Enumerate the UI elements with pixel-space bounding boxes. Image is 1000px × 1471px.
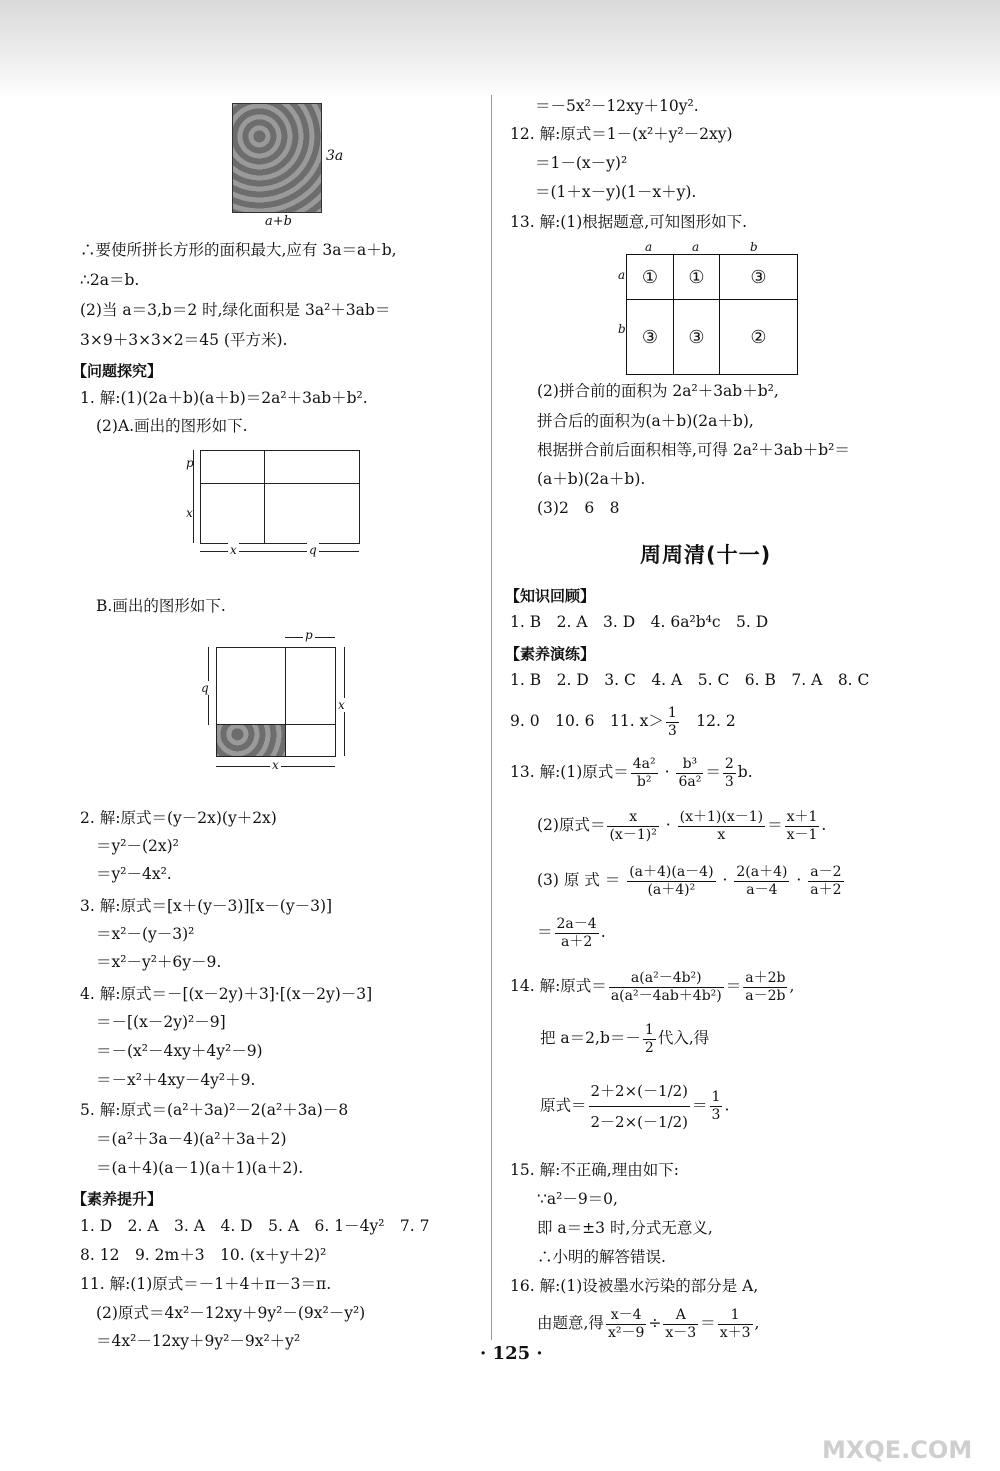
figure-rect-shaded [232, 103, 322, 213]
text-line: ＝(1＋x－y)(1－x＋y). [535, 183, 697, 201]
text-line: ∵a²－9＝0, [537, 1190, 618, 1208]
fig-label-x: x [272, 758, 279, 772]
formula-text: (3) 原 式 ＝ [537, 871, 621, 889]
numerator: 4a² [632, 755, 656, 772]
denominator: a－2b [745, 987, 786, 1004]
text-line: ∴要使所拼长方形的面积最大,应有 3a＝a＋b, [80, 241, 397, 259]
operator: ＝ [537, 923, 553, 941]
fraction [710, 1089, 723, 1124]
grid-left-label: a [618, 268, 626, 282]
text-line: ＝4x²－12xy＋9y²－9x²＋y² [96, 1332, 301, 1350]
answer-line: 1. B 2. D 3. C 4. A 5. C 6. B 7. A 8. C [510, 671, 870, 689]
fig-label-p: p [186, 456, 194, 470]
formula-text: 13. 解:(1)原式＝ [510, 763, 629, 781]
page-number-value: 125 [492, 1343, 531, 1364]
fraction [663, 1307, 698, 1342]
text-line: 4. 解:原式＝－[(x－2y)＋3]·[(x－2y)－3] [80, 985, 373, 1003]
text-line: 16. 解:(1)设被墨水污染的部分是 A, [510, 1277, 759, 1295]
grid-cell: ① [626, 254, 674, 300]
operator: ＝ [767, 816, 783, 834]
numerator: 1 [644, 1021, 654, 1038]
figure-a-rect [200, 450, 360, 544]
text-line: ＝y²－(2x)² [96, 837, 179, 855]
formula-text: 14. 解:原式＝ [510, 977, 607, 995]
denominator: a－4 [746, 881, 778, 898]
text-line: ＝－(x²－4xy＋4y²－9) [96, 1042, 263, 1060]
text-line: ＝x²－(y－3)² [96, 925, 195, 943]
numerator: 1 [718, 1307, 753, 1325]
text-line: ∴小明的解答错误. [537, 1248, 666, 1266]
formula-line [537, 860, 846, 900]
denominator: 2 [644, 1039, 654, 1056]
operator: · [665, 816, 671, 834]
operator: · [664, 763, 670, 781]
fraction [666, 705, 679, 740]
numerator: x－4 [606, 1307, 646, 1325]
fraction [785, 809, 820, 844]
grid-top-label: a [692, 240, 700, 254]
text-line: 根据拼合前后面积相等,可得 2a²＋3ab＋b²＝ [537, 441, 850, 459]
numerator: b³ [676, 756, 703, 774]
fraction [589, 1076, 691, 1137]
formula-text: (2)原式＝ [537, 816, 606, 834]
operator: ＝ [692, 1096, 708, 1115]
formula-text: 把 a＝2,b＝－ [540, 1029, 641, 1047]
watermark: MXQE.COM [822, 1436, 973, 1464]
figure-b-vline [285, 647, 286, 756]
section-heading: 【问题探究】 [72, 362, 163, 380]
formula-text: , [789, 977, 795, 995]
fig-label-x: x [230, 543, 237, 557]
fraction [676, 756, 703, 791]
dim-line-bottom [200, 551, 359, 552]
section-heading: 【素养提升】 [72, 1190, 163, 1208]
formula-text: . [821, 816, 827, 834]
fraction [607, 809, 658, 844]
text-line: (2)A.画出的图形如下. [96, 417, 248, 435]
grid-top-label: b [750, 240, 758, 254]
answer-suffix: 12. 2 [696, 712, 736, 730]
formula-text: . [724, 1096, 730, 1115]
section-title: 周周清(十一) [640, 543, 772, 567]
text-line: 15. 解:不正确,理由如下: [510, 1161, 679, 1179]
denominator: x²－9 [607, 1324, 645, 1341]
denominator: x－3 [665, 1324, 697, 1341]
numerator: 2a－4 [556, 915, 597, 932]
grid-cell: ② [719, 299, 798, 375]
text-line: (a＋b)(2a＋b). [537, 470, 646, 488]
text-line: ＝1－(x－y)² [535, 154, 628, 172]
text-line: ＝－x²＋4xy－4y²＋9. [96, 1071, 256, 1089]
formula-line [540, 1018, 709, 1058]
numerator: 1 [667, 704, 677, 721]
text-line: (3)2 6 8 [537, 499, 620, 517]
formula-text: 原式＝ [540, 1096, 587, 1115]
section-heading: 【素养演练】 [505, 645, 596, 663]
figure-a-hline [200, 483, 359, 484]
answer-prefix: 9. 0 10. 6 11. x＞ [510, 712, 664, 730]
fig-label-x: x [338, 698, 345, 712]
denominator: 2－2×(－1/2) [590, 1113, 689, 1131]
denominator: x＋3 [719, 1324, 751, 1341]
formula-line [537, 1303, 759, 1343]
denominator: 3 [667, 722, 677, 739]
denominator: 6a² [678, 773, 702, 790]
grid-cell: ③ [626, 299, 674, 375]
scan-top-band [0, 0, 1000, 100]
fraction [627, 864, 715, 899]
text-line: 3×9＋3×3×2＝45 (平方米). [80, 331, 288, 349]
formula-text: . [600, 923, 606, 941]
fraction [643, 1022, 656, 1057]
formula-text: 由题意,得 [537, 1314, 604, 1332]
formula-line [537, 912, 606, 952]
grid-cell: ③ [719, 254, 798, 300]
fig-label-3a: 3a [326, 148, 344, 164]
fraction [743, 970, 787, 1005]
fig-label-q: q [309, 543, 317, 557]
text-line: ＝(a＋4)(a－1)(a＋1)(a＋2). [96, 1159, 304, 1177]
denominator: x－1 [786, 826, 818, 843]
answer-line: 1. D 2. A 3. A 4. D 5. A 6. 1－4y² 7. 7 [80, 1217, 430, 1235]
text-line: 2. 解:原式＝(y－2x)(y＋2x) [80, 809, 277, 827]
operator: · [722, 871, 728, 889]
fig-label-a-plus-b: a+b [265, 214, 292, 229]
denominator: 3 [711, 1107, 721, 1123]
fraction [678, 809, 765, 844]
grid-cell: ③ [673, 299, 720, 375]
fraction [555, 916, 599, 951]
text-line: ＝－[(x－2y)²－9] [96, 1013, 226, 1031]
numerator: A [663, 1307, 698, 1325]
text-line: 3. 解:原式＝[x＋(y－3)][x－(y－3)] [80, 897, 333, 915]
text-line: (2)拼合前的面积为 2a²＋3ab＋b², [537, 382, 779, 400]
grid-top-label: a [645, 240, 653, 254]
fraction [609, 970, 724, 1005]
numerator: (a＋4)(a－4) [629, 863, 714, 880]
answer-line: 8. 12 9. 2m＋3 10. (x＋y＋2)² [80, 1246, 327, 1264]
numerator: x [607, 809, 658, 827]
denominator: 3 [724, 773, 734, 790]
numerator: 2＋2×(－1/2) [589, 1076, 691, 1107]
operator: ＝ [705, 763, 721, 781]
denominator: (a＋4)² [647, 881, 696, 898]
text-line: (2)原式＝4x²－12xy＋9y²－(9x²－y²) [96, 1304, 366, 1322]
operator: · [796, 871, 802, 889]
formula-line [510, 966, 794, 1006]
numerator: x＋1 [786, 808, 818, 825]
section-heading: 【知识回顾】 [505, 587, 596, 605]
formula-text: , [754, 1314, 760, 1332]
text-line: ＝(a²＋3a－4)(a²＋3a＋2) [96, 1130, 287, 1148]
operator: ＝ [725, 977, 742, 995]
denominator: (x－1)² [609, 826, 657, 843]
text-line: ＝－5x²－12xy＋10y². [535, 97, 699, 115]
grid-cell: ① [673, 254, 720, 300]
fraction [606, 1307, 646, 1342]
formula-text: 代入,得 [657, 1029, 710, 1047]
text-line: 11. 解:(1)原式＝－1＋4＋π－3＝π. [80, 1275, 332, 1293]
figure-a-vline [264, 450, 265, 543]
fig-label-q: q [201, 681, 209, 695]
text-line: 5. 解:原式＝(a²＋3a)²－2(a²＋3a)－8 [80, 1101, 349, 1119]
fraction [718, 1307, 753, 1342]
grid-left-label: b [618, 322, 626, 336]
text-line: 12. 解:原式＝1－(x²＋y²－2xy) [510, 125, 733, 143]
fig-label-p: p [305, 628, 313, 642]
formula-text: b. [737, 763, 753, 781]
fig-label-x: x [186, 506, 193, 520]
operator: ＝ [700, 1314, 716, 1332]
answer-line: 1. B 2. A 3. D 4. 6a²b⁴c 5. D [510, 613, 769, 631]
denominator: a(a²－4ab＋4b²) [610, 987, 722, 1004]
text-line: (2)当 a＝3,b＝2 时,绿化面积是 3a²＋3ab＝ [80, 301, 391, 319]
fraction [808, 864, 843, 899]
numerator: a(a²－4b²) [609, 970, 724, 988]
page-number: · 125 · [480, 1343, 543, 1364]
denominator: x [717, 826, 726, 843]
text-line: 拼合后的面积为(a＋b)(2a＋b), [537, 412, 754, 430]
formula-line [540, 1076, 729, 1137]
text-line: B.画出的图形如下. [96, 597, 226, 615]
figure-b-shaded [217, 725, 285, 756]
numerator: 2(a＋4) [736, 863, 788, 880]
denominator: a＋2 [810, 881, 842, 898]
numerator: a＋2b [745, 969, 786, 986]
fraction [723, 756, 736, 791]
text-line: 1. 解:(1)(2a＋b)(a＋b)＝2a²＋3ab＋b². [80, 389, 368, 407]
numerator: a－2 [810, 863, 842, 880]
fraction [631, 756, 658, 791]
text-line: ＝y²－4x². [96, 865, 172, 883]
numerator: 2 [724, 755, 734, 772]
fraction [734, 864, 789, 899]
text-line: 13. 解:(1)根据题意,可知图形如下. [510, 213, 748, 231]
column-divider [491, 95, 492, 1340]
denominator: a＋2 [560, 933, 593, 950]
numerator: 1 [711, 1089, 721, 1105]
formula-line [510, 752, 753, 792]
numerator: (x＋1)(x－1) [679, 808, 764, 825]
text-line: ＝x²－y²＋6y－9. [96, 953, 222, 971]
denominator: b² [636, 773, 652, 790]
text-line: 即 a＝±3 时,分式无意义, [537, 1219, 713, 1237]
text-line: ∴2a＝b. [80, 271, 140, 289]
answer-line [510, 703, 736, 740]
formula-line [537, 805, 826, 845]
operator: ÷ [648, 1314, 662, 1332]
